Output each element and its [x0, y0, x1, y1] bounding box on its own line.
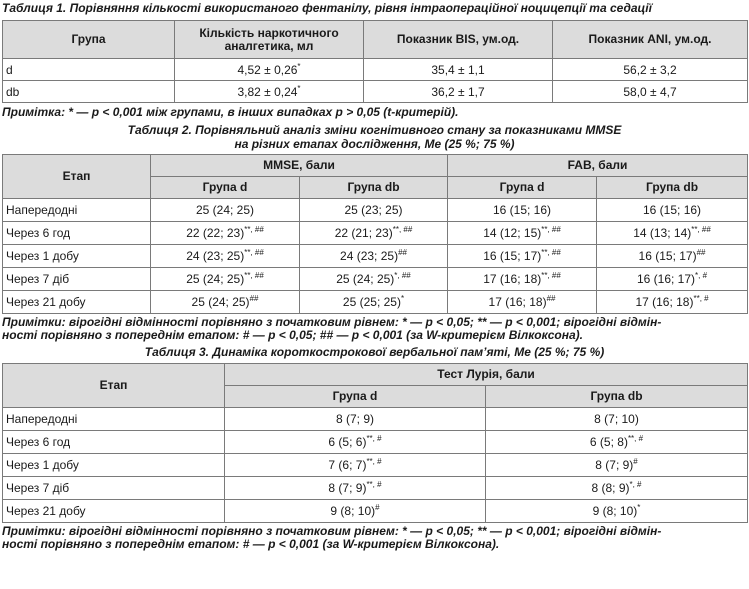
- table1-cell-group: db: [3, 81, 175, 103]
- table3-cell-stage: Через 1 добу: [3, 454, 225, 477]
- table1-cell-group: d: [3, 59, 175, 81]
- table1-caption: Таблиця 1. Порівняння кількості використаного фентанілу, рівня інтраопераційної ноцицепції та седації: [2, 1, 652, 15]
- table-row: [3, 500, 748, 523]
- table-row: [3, 431, 748, 454]
- table1-cell-ani: 58,0 ± 4,7: [553, 81, 748, 103]
- table2-cell-fab-d: 16 (15; 17)**, ##: [448, 245, 597, 268]
- table3-cell-d: 8 (7; 9)**, #: [225, 477, 486, 500]
- table-row: [3, 291, 748, 314]
- table2-cell-stage: Через 6 год: [3, 222, 151, 245]
- table2-cell-fab-db: 14 (13; 14)**, ##: [597, 222, 748, 245]
- table1-cell-bis: 35,4 ± 1,1: [364, 59, 553, 81]
- table2-cell-mmse-db: 22 (21; 23)**, ##: [300, 222, 448, 245]
- table3-cell-db: 8 (8; 9)*, #: [486, 477, 748, 500]
- table-row: [3, 59, 748, 81]
- table2-cell-stage: Через 21 добу: [3, 291, 151, 314]
- table2: [2, 154, 748, 314]
- table2-cell-mmse-d: 25 (24; 25)##: [151, 291, 300, 314]
- table2-cell-fab-d: 16 (15; 16): [448, 199, 597, 222]
- table-row: [3, 199, 748, 222]
- table2-header-fab-group-db: Група db: [597, 177, 748, 199]
- table1-cell-bis: 36,2 ± 1,7: [364, 81, 553, 103]
- table3-cell-d: 6 (5; 6)**, #: [225, 431, 486, 454]
- table3-header-group-d: Група d: [225, 386, 486, 408]
- table-row: [3, 408, 748, 431]
- table2-header-fab-group-d: Група d: [448, 177, 597, 199]
- table1-cell-analgesic: 4,52 ± 0,26*: [175, 59, 364, 81]
- table3-caption: Таблиця 3. Динаміка короткострокової вербальної пам’яті, Me (25 %; 75 %): [144, 345, 605, 359]
- table2-cell-fab-d: 14 (12; 15)**, ##: [448, 222, 597, 245]
- table1-header-group: Група: [3, 21, 175, 59]
- table3-cell-stage: Через 6 год: [3, 431, 225, 454]
- table3-cell-db: 6 (5; 8)**, #: [486, 431, 748, 454]
- table3-cell-db: 8 (7; 10): [486, 408, 748, 431]
- table1-cell-ani: 56,2 ± 3,2: [553, 59, 748, 81]
- table2-caption: Таблиця 2. Порівняльний аналіз зміни когнітивного стану за показниками MMSE на різних етапах дослідження, Me (25 %; 75 %): [127, 123, 622, 151]
- table1-header-bis: Показник BIS, ум.од.: [364, 21, 553, 59]
- table2-header-mmse-group-d: Група d: [151, 177, 300, 199]
- table3-cell-stage: Через 21 добу: [3, 500, 225, 523]
- table-row: [3, 454, 748, 477]
- table2-header-mmse: MMSE, бали: [151, 155, 448, 177]
- table3-cell-db: 9 (8; 10)*: [486, 500, 748, 523]
- table1-note: Примітка: * — p < 0,001 між групами, в інших випадках p > 0,05 (t-критерій).: [2, 105, 459, 119]
- table1: [2, 20, 748, 103]
- table2-cell-mmse-db: 25 (25; 25)*: [300, 291, 448, 314]
- table3-cell-stage: Через 7 діб: [3, 477, 225, 500]
- table3-note: Примітки: вірогідні відмінності порівняно з початковим рівнем: * — p < 0,05; ** — p < 0,001; вірогідні відмін- ності порівняно з попереднім етапом: # — p < 0,001 (за W-критерієм Вілкоксона).: [2, 524, 662, 551]
- table2-cell-stage: Через 1 добу: [3, 245, 151, 268]
- table2-cell-fab-db: 17 (16; 18)**, #: [597, 291, 748, 314]
- table3-header-test: Тест Лурія, бали: [225, 364, 748, 386]
- table2-cell-mmse-d: 22 (22; 23)**, ##: [151, 222, 300, 245]
- table2-cell-stage: Напередодні: [3, 199, 151, 222]
- table1-header-ani: Показник ANI, ум.од.: [553, 21, 748, 59]
- table-row: [3, 268, 748, 291]
- table3-cell-stage: Напередодні: [3, 408, 225, 431]
- table3-header-group-db: Група db: [486, 386, 748, 408]
- table3: [2, 363, 748, 523]
- table2-cell-fab-db: 16 (16; 17)*, #: [597, 268, 748, 291]
- table1-header-analgesic: Кількість наркотичного аналгетика, мл: [175, 21, 364, 59]
- table2-cell-fab-d: 17 (16; 18)##: [448, 291, 597, 314]
- table2-cell-fab-db: 16 (15; 17)##: [597, 245, 748, 268]
- table1-cell-analgesic: 3,82 ± 0,24*: [175, 81, 364, 103]
- table2-cell-mmse-db: 25 (23; 25): [300, 199, 448, 222]
- table2-header-mmse-group-db: Група db: [300, 177, 448, 199]
- table2-cell-mmse-d: 24 (23; 25)**, ##: [151, 245, 300, 268]
- table2-cell-mmse-d: 25 (24; 25): [151, 199, 300, 222]
- table2-cell-mmse-db: 25 (24; 25)*, ##: [300, 268, 448, 291]
- table3-cell-db: 8 (7; 9)#: [486, 454, 748, 477]
- table2-cell-fab-db: 16 (15; 16): [597, 199, 748, 222]
- table2-cell-stage: Через 7 діб: [3, 268, 151, 291]
- table2-note: Примітки: вірогідні відмінності порівняно з початковим рівнем: * — p < 0,05; ** — p < 0,001; вірогідні відмін- ності порівняно з попереднім етапом: # — p < 0,05; ## — p < 0,001 (за W-критерієм Вілкоксона).: [2, 315, 662, 342]
- table-row: [3, 222, 748, 245]
- table2-header-stage: Етап: [3, 155, 151, 199]
- table3-header-stage: Етап: [3, 364, 225, 408]
- table2-cell-mmse-db: 24 (23; 25)##: [300, 245, 448, 268]
- table2-cell-mmse-d: 25 (24; 25)**, ##: [151, 268, 300, 291]
- table3-cell-d: 8 (7; 9): [225, 408, 486, 431]
- table-row: [3, 245, 748, 268]
- table-row: [3, 477, 748, 500]
- table2-cell-fab-d: 17 (16; 18)**, ##: [448, 268, 597, 291]
- table3-cell-d: 9 (8; 10)#: [225, 500, 486, 523]
- table3-cell-d: 7 (6; 7)**, #: [225, 454, 486, 477]
- table2-header-fab: FAB, бали: [448, 155, 748, 177]
- table-row: [3, 81, 748, 103]
